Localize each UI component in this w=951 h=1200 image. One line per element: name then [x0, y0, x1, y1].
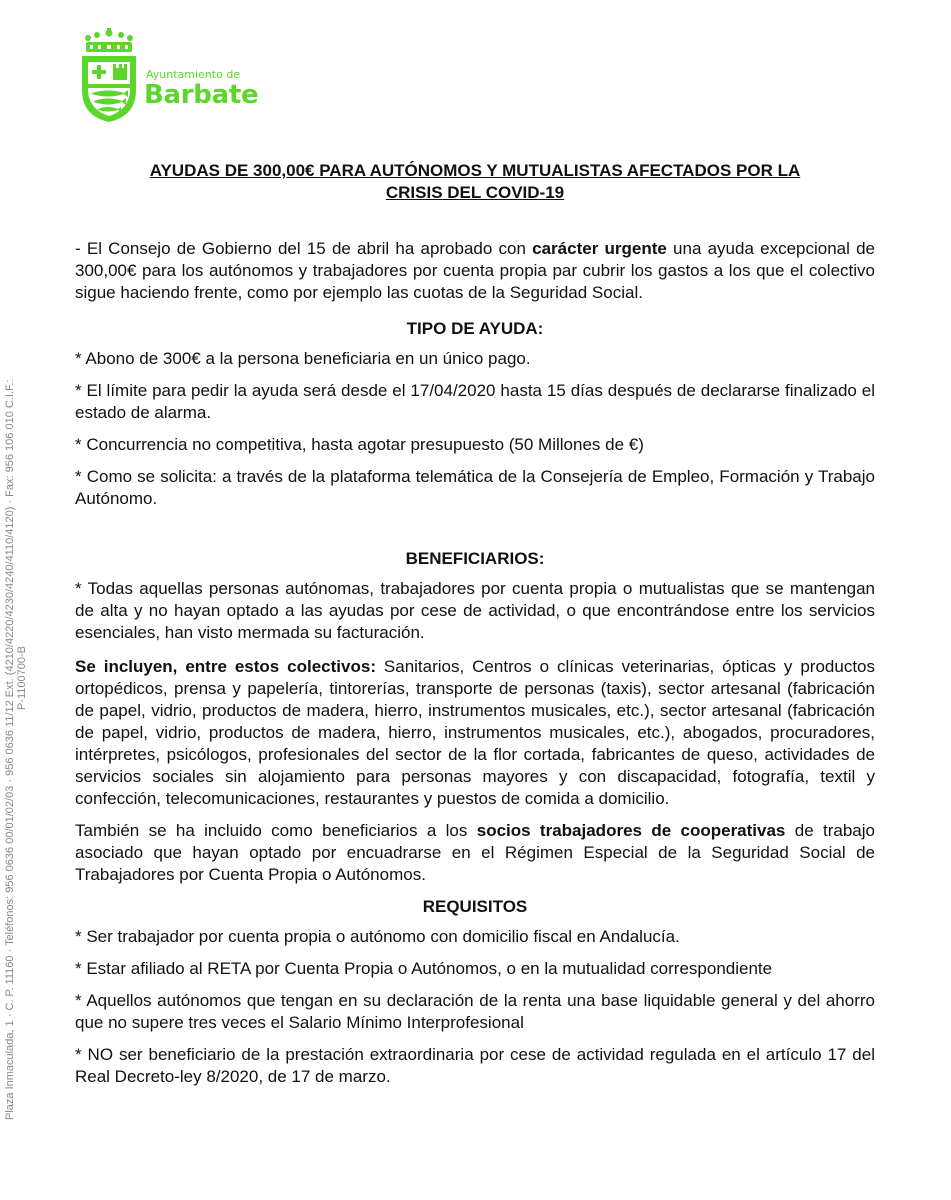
org-name-line1: Ayuntamiento de	[146, 68, 241, 81]
requisito-item-2: * Estar afiliado al RETA por Cuenta Propia o Autónomos, o en la mutualidad correspondiente	[75, 959, 773, 978]
intro-bold: carácter urgente	[532, 239, 667, 258]
document-body	[75, 160, 875, 1098]
socios-bold: socios trabajadores de cooperativas	[476, 821, 786, 840]
socios-paragraph	[75, 820, 875, 886]
requisito-item-3: * Aquellos autónomos que tengan en su declaración de la renta una base liquidable general y del ahorro que no supere tres veces el Salario Mínimo Interprofesional	[75, 991, 875, 1032]
tipo-item-1: * Abono de 300€ a la persona beneficiaria en un único pago.	[75, 349, 531, 368]
beneficiarios-heading: BENEFICIARIOS:	[405, 549, 545, 568]
title-line1: AYUDAS DE 300,00€ PARA AUTÓNOMOS Y MUTUALISTAS AFECTADOS POR LA	[149, 161, 801, 180]
tipo-item-2: * El límite para pedir la ayuda será desde el 17/04/2020 hasta 15 días después de declararse finalizado el estado de alarma.	[75, 381, 875, 422]
requisito-item-1: * Ser trabajador por cuenta propia o autónomo con domicilio fiscal en Andalucía.	[75, 927, 680, 946]
tipo-item-4: * Como se solicita: a través de la plataforma telemática de la Consejería de Empleo, Formación y Trabajo Autónomo.	[75, 467, 875, 508]
intro-suffix: una ayuda excepcional de 300,00€ para los autónomos y trabajadores por cuenta propia par cubrir los gastos a los que el colectivo sigue haciendo frente, como por ejemplo las cuotas de la Seguridad Social.	[75, 239, 875, 302]
tipo-item-3: * Concurrencia no competitiva, hasta agotar presupuesto (50 Millones de €)	[75, 435, 644, 454]
requisito-item-4: * NO ser beneficiario de la prestación extraordinaria por cese de actividad regulada en el artículo 17 del Real Decreto-ley 8/2020, de 17 de marzo.	[75, 1045, 875, 1086]
org-name-line2: Barbate	[144, 80, 259, 110]
side-margin-line1: Plaza Inmaculada, 1 · C. P. 11160 · Teléfonos: 956 0636 00/01/02/03 · 956 0636 11/12 Ext. (4210/4220/4230/4240/4110/4120) · Fax: 956 106 010 C.I.F.:	[4, 379, 16, 1120]
side-margin-line2: P-1100700-B	[16, 645, 28, 710]
socios-prefix: También se ha incluido como beneficiarios a los	[75, 821, 477, 840]
colectivos-text: Sanitarios, Centros o clínicas veterinarias, ópticas y productos ortopédicos, prensa y papelería, tintorerías, transporte de personas (taxis), sector artesanal (fabricación de papel, vidrio, productos de madera, hierro, instrumentos musicales, etc.), sector artesanal (fabricación de papel, vidrio, productos de madera, hierro, instrumentos musicales, etc.), abogados, procuradores, intérpretes, psicólogos, profesionales del sector de la flor cortada, fabricantes de queso, actividades de servicios sociales sin alojamiento para personas mayores y con discapacidad, fotografía, textil y confección, telecomunicaciones, restaurantes y puestos de comida a domicilio.	[75, 657, 875, 808]
tipo-ayuda-heading: TIPO DE AYUDA:	[406, 319, 544, 338]
requisitos-heading: REQUISITOS	[422, 897, 528, 916]
side-margin-address	[4, 379, 28, 1120]
socios-suffix: de trabajo asociado que hayan optado por encuadrarse en el Régimen Especial de la Seguridad Social de Trabajadores por Cuenta Propia o Autónomos.	[75, 821, 875, 884]
document-title	[75, 160, 875, 204]
colectivos-paragraph	[75, 656, 875, 810]
intro-paragraph	[75, 238, 875, 304]
intro-prefix: - El Consejo de Gobierno del 15 de abril ha aprobado con	[75, 239, 533, 258]
beneficiarios-item: * Todas aquellas personas autónomas, trabajadores por cuenta propia o mutualistas que se mantengan de alta y no hayan optado a las ayudas por cese de actividad, o que encontrándose entre los servicios esenciales, han visto mermada su facturación.	[75, 579, 875, 642]
colectivos-bold: Se incluyen, entre estos colectivos:	[75, 657, 376, 676]
title-line2: CRISIS DEL COVID-19	[385, 183, 565, 202]
